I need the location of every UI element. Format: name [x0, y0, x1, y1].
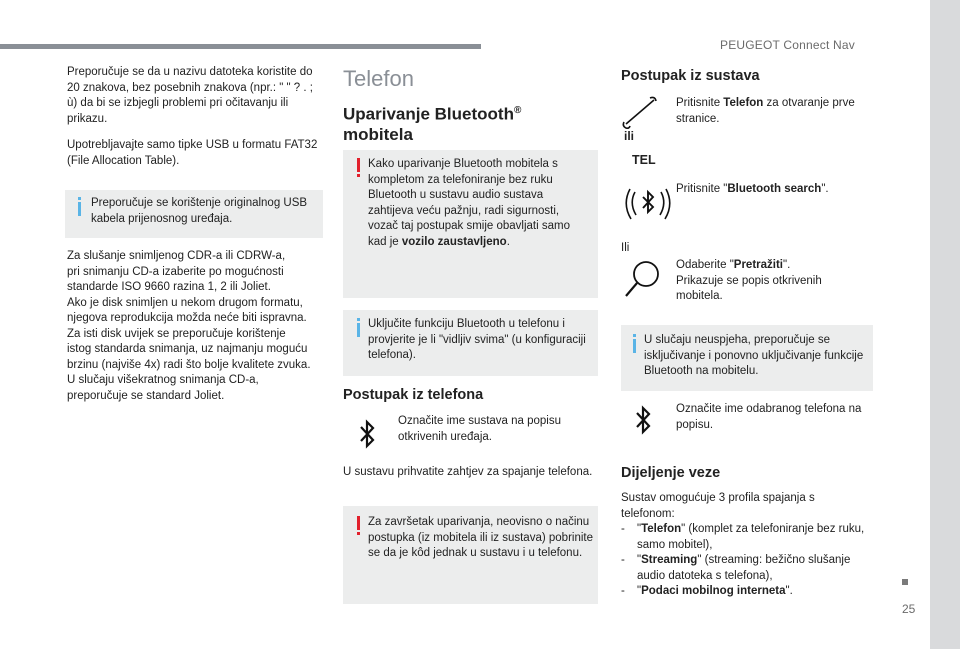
info-icon [78, 197, 81, 200]
warning-text-end: . [506, 235, 510, 248]
profile-desc: . [789, 585, 793, 597]
sharing-intro: Sustav omogućuje 3 profila spajanja s telefonom: [621, 492, 815, 520]
warning-icon [357, 516, 360, 530]
registered-mark: ® [513, 105, 522, 116]
brand-name: PEUGEOT Connect Nav [720, 38, 855, 52]
bluetooth-pairing-heading [343, 101, 593, 145]
step-text: Pritisnite [676, 97, 724, 109]
step-text: Pritisnite " [676, 183, 728, 195]
step-text: Prikazuje se popis otkrivenih mobitela. [676, 274, 822, 302]
bluetooth-search-icon [624, 182, 672, 233]
text-line: brzinu (najviše 4x) radi što bolje kvalitete zvuka. [67, 358, 311, 371]
system-procedure-heading: Postupak iz sustava [621, 68, 760, 84]
step-text: Odaberite " [676, 259, 734, 271]
warning-icon [357, 158, 360, 172]
text-line: preporučuje se standard Joliet. [67, 389, 225, 402]
search-icon [622, 258, 664, 305]
text-line: standarde ISO 9660 razina 1, 2 ili Joliet. [67, 281, 271, 293]
text-line: pri snimanju CD-a izaberite po mogućnosti [67, 265, 284, 278]
bluetooth-icon [633, 404, 653, 436]
quote: " [637, 585, 642, 597]
info-text: Uključite funkciju Bluetooth u telefonu i provjerite je li "vidljiv svima" (u konfiguraciji telefona). [368, 318, 586, 361]
warning-box-code [343, 506, 598, 604]
profile-desc: (streaming: bežično slušanje audio datoteka s telefona), [637, 554, 851, 582]
quote: " [637, 523, 642, 535]
connection-sharing-heading: Dijeljenje veze [621, 465, 721, 481]
profile-name: Streaming [641, 554, 698, 566]
profile-list [621, 522, 871, 600]
warning-text-body: Kako uparivanje Bluetooth mobitela s kompletom za telefoniranje bez ruku Bluetooth u sustavu audio sustava zahtijeva veću pažnju, radi sigurnosti, vozač taj postupak smije obavljati samo kad je [368, 158, 570, 248]
usb-filename-paragraph: Preporučuje se da u nazivu datoteka koristite do 20 znakova, bez posebnih znakova (npr.: " " ? . ; ù) da bi se izbjegli problemi pri očitavanju ili prikazu. [67, 66, 313, 125]
phone-step-text: Označite ime sustava na popisu otkrivenih uređaja. [398, 415, 562, 443]
system-step-1 [676, 96, 866, 127]
system-step-4: Označite ime odabranog telefona na popisu. [676, 403, 862, 431]
text-line: Ako je disk snimljen u nekom drugom formatu, [67, 296, 303, 309]
system-step-2 [676, 182, 866, 198]
heading-text: mobitela [343, 124, 413, 144]
or-label: ili [624, 129, 635, 143]
cd-recording-paragraph [67, 249, 329, 404]
quote: " [637, 554, 642, 566]
step-text: za otvaranje prve stranice. [676, 97, 855, 125]
list-item [621, 584, 871, 600]
text-line: njegova reprodukcija možda neće biti ispravna. [67, 312, 307, 324]
info-icon [633, 334, 636, 337]
usb-format-paragraph: Upotrebljavajte samo tipke USB u formatu FAT32 (File Allocation Table). [67, 139, 318, 167]
quote: " [785, 585, 790, 597]
profile-name: Telefon [641, 523, 682, 535]
text-line: Za isti disk uvijek se preporučuje korištenje [67, 327, 286, 340]
tel-button-label[interactable]: TEL [632, 153, 656, 167]
profile-desc: (komplet za telefoniranje bez ruku, samo mobitel), [637, 523, 865, 551]
step-text: ". [783, 259, 791, 271]
system-step-3 [676, 258, 866, 305]
text-line: istog standarda snimanja, uz najmanju moguću [67, 343, 308, 355]
page-number: 25 [902, 602, 916, 616]
step-bold: Pretražiti [733, 259, 783, 271]
list-bullet: - [621, 585, 625, 597]
info-box-usb-cable [65, 190, 323, 238]
info-text: U slučaju neuspjeha, preporučuje se isključivanje i ponovno uključivanje funkcije Bluetooth na mobitelu. [644, 334, 864, 377]
side-margin-strip [930, 0, 960, 649]
quote: " [697, 554, 702, 566]
warning-text-bold: vozilo zaustavljeno [401, 235, 507, 248]
warning-text: Za završetak uparivanja, neovisno o načinu postupka (iz mobitela ili iz sustava) pobrinite se da je kôd jednak u sustavu i u telefonu. [368, 516, 593, 559]
section-title: Telefon [343, 66, 414, 91]
heading-text: Uparivanje Bluetooth [343, 104, 514, 124]
phone-procedure-heading: Postupak iz telefona [343, 387, 484, 403]
list-bullet: - [621, 554, 625, 566]
step-bold: Bluetooth search [727, 183, 822, 195]
info-box-failure [621, 325, 873, 391]
info-icon [357, 318, 360, 321]
text-line: U slučaju višekratnog snimanja CD-a, [67, 374, 259, 386]
warning-text [368, 157, 586, 250]
info-text: Preporučuje se korištenje originalnog USB kabela prijenosnog uređaja. [91, 197, 308, 225]
list-item [621, 522, 871, 553]
or-label-cap: Ili [621, 242, 630, 254]
accept-request-paragraph: U sustavu prihvatite zahtjev za spajanje telefona. [343, 466, 593, 478]
info-box-bluetooth-visible [343, 310, 598, 376]
text-line: Za slušanje snimljenog CDR-a ili CDRW-a, [67, 250, 286, 262]
step-text: ". [821, 183, 829, 195]
header-rule [0, 44, 481, 49]
warning-box-pairing [343, 150, 598, 298]
step-bold: Telefon [723, 97, 764, 109]
list-item [621, 553, 871, 584]
profile-name: Podaci mobilnog interneta [641, 585, 786, 597]
page-marker [902, 579, 908, 585]
quote: " [681, 523, 686, 535]
bluetooth-icon [357, 418, 377, 450]
list-bullet: - [621, 523, 625, 535]
